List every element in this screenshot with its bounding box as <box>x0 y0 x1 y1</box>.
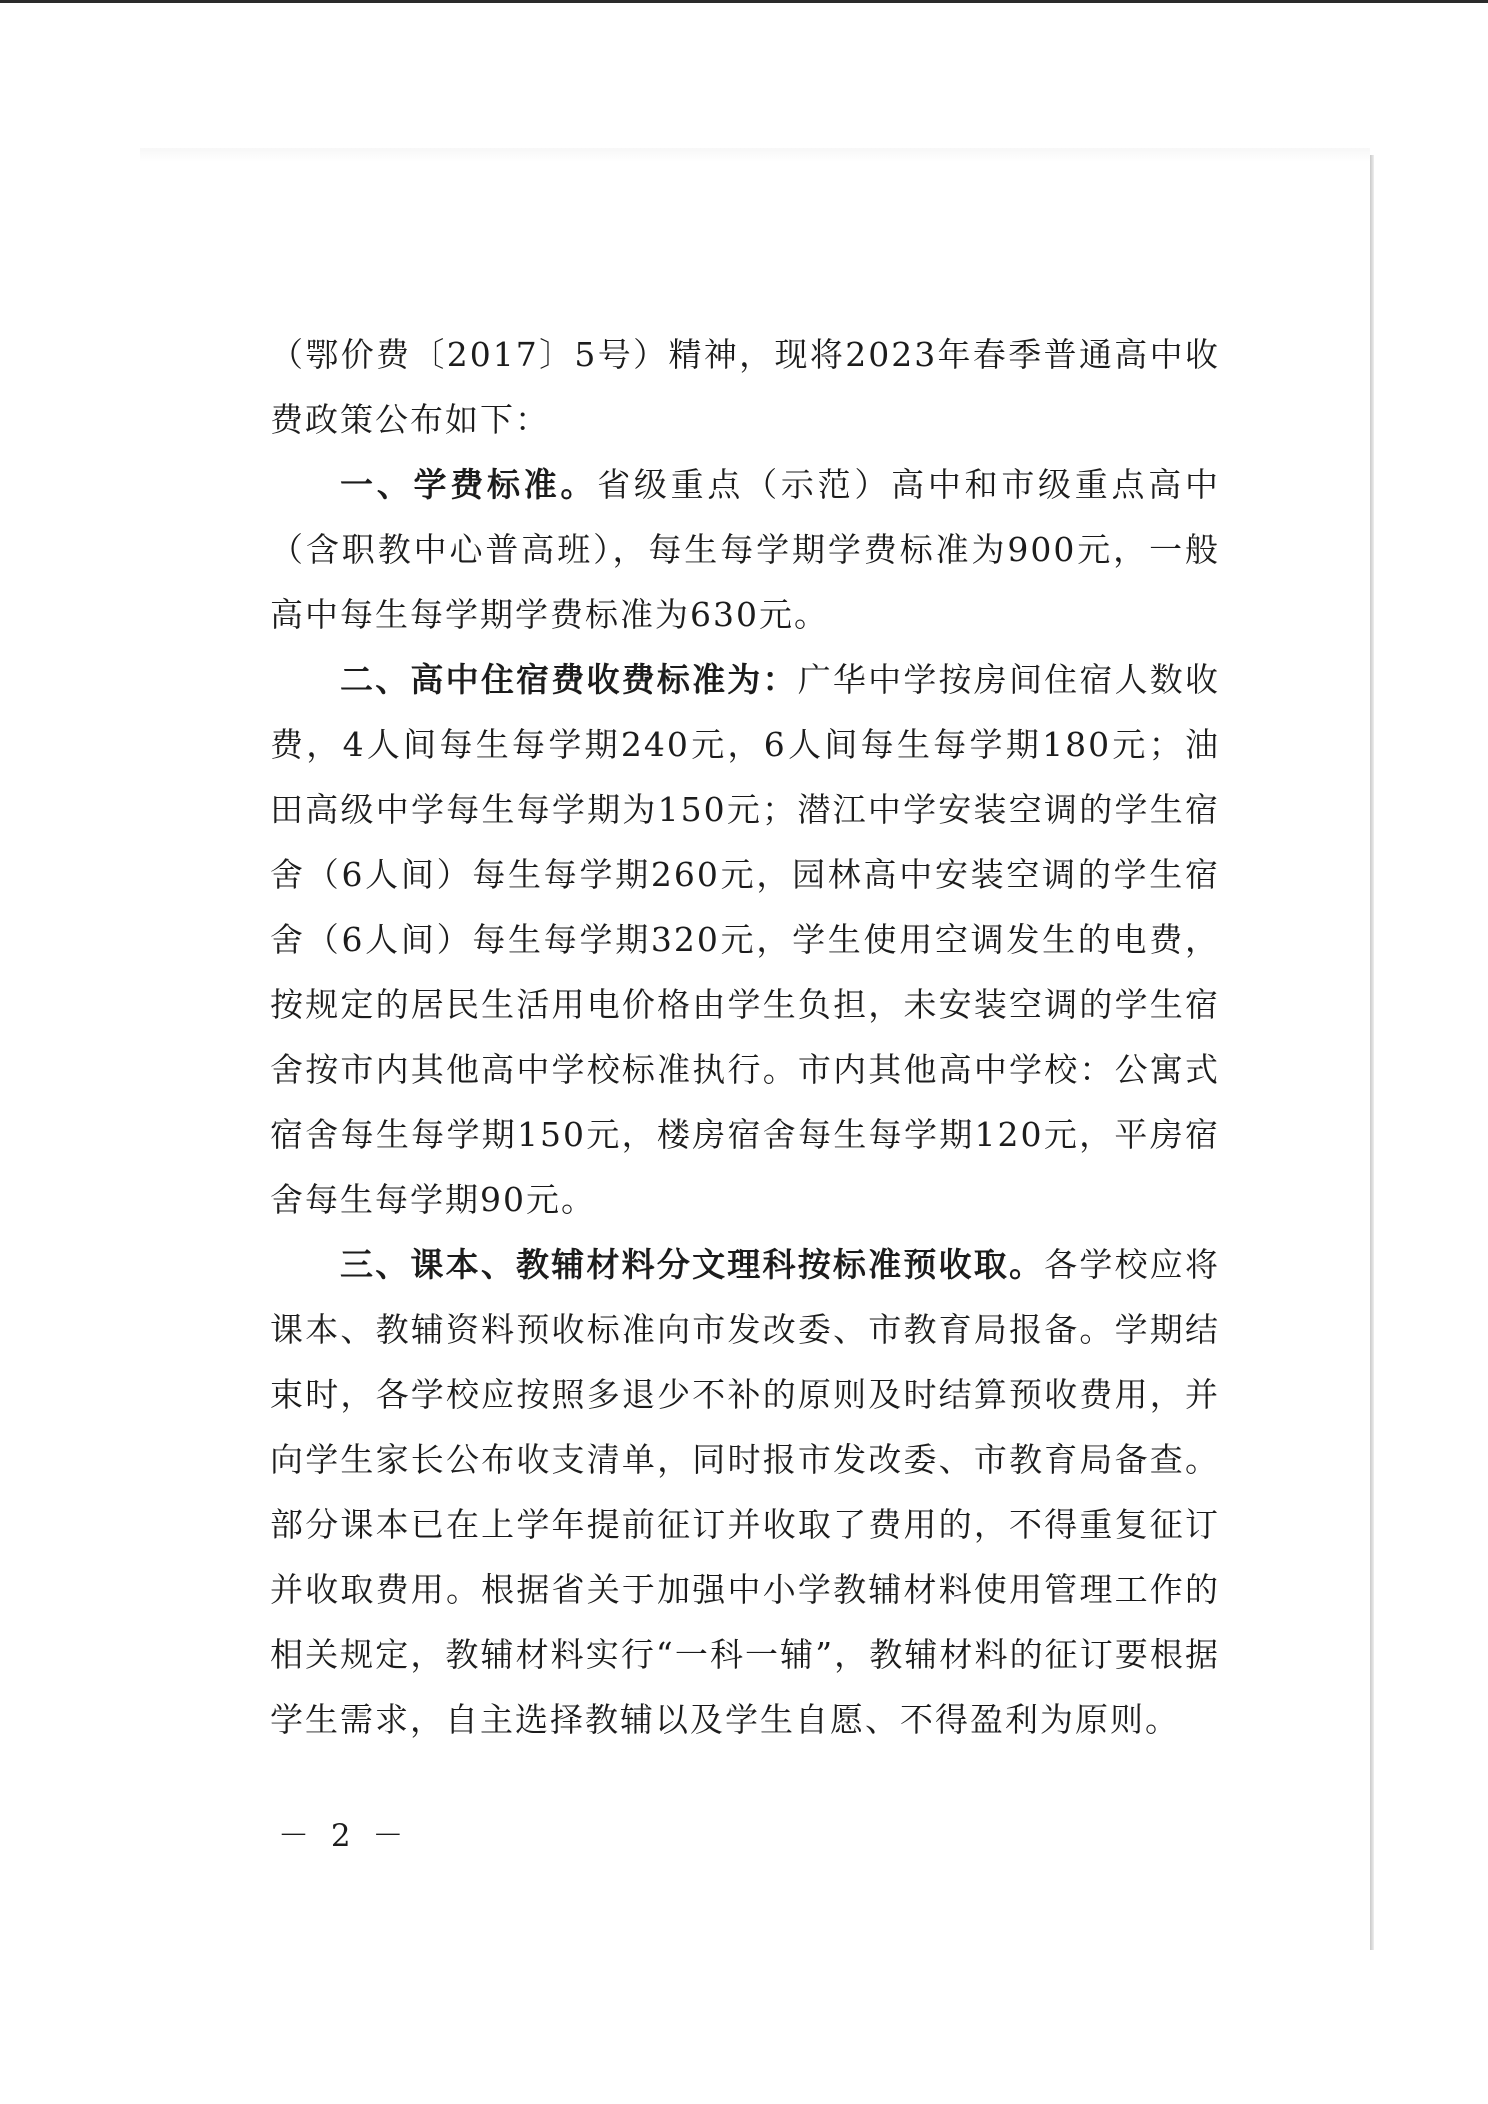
paragraph-textbooks <box>270 1232 1220 1752</box>
scan-shadow-top <box>140 148 1370 162</box>
paragraph-textbooks-text: 各学校应将课本、教辅资料预收标准向市发改委、市教育局报备。学期结束时，各学校应按照多退少不补的原则及时结算预收费用，并向学生家长公布收支清单，同时报市发改委、市教育局备查。部分课本已在上学年提前征订并收取了费用的，不得重复征订并收取费用。根据省关于加强中小学教辅材料使用管理工作的相关规定，教辅材料实行“一科一辅”，教辅材料的征订要根据学生需求，自主选择教辅以及学生自愿、不得盈利为原则。 <box>270 1245 1221 1739</box>
paragraph-intro-text: （鄂价费〔2017〕5号）精神，现将2023年春季普通高中收费政策公布如下： <box>270 335 1220 439</box>
paragraph-accommodation-text: 广华中学按房间住宿人数收费，4人间每生每学期240元，6人间每生每学期180元；油田高级中学每生每学期为150元；潜江中学安装空调的学生宿舍（6人间）每生每学期260元，园林高中安装空调的学生宿舍（6人间）每生每学期320元，学生使用空调发生的电费，按规定的居民生活用电价格由学生负担，未安装空调的学生宿舍按市内其他高中学校标准执行。市内其他高中学校：公寓式宿舍每生每学期150元，楼房宿舍每生每学期120元，平房宿舍每生每学期90元。 <box>270 660 1221 1219</box>
page-number: － 2 － <box>278 1818 410 1854</box>
heading-tuition: 一、学费标准。 <box>340 465 598 504</box>
paragraph-accommodation <box>270 647 1220 1232</box>
paragraph-intro <box>270 322 1220 452</box>
heading-accommodation: 二、高中住宿费收费标准为： <box>340 660 798 699</box>
paragraph-tuition <box>270 452 1220 647</box>
scan-shadow-right <box>1370 155 1374 1950</box>
paragraph-tuition-text: 省级重点（示范）高中和市级重点高中（含职教中心普高班），每生每学期学费标准为900元，一般高中每生每学期学费标准为630元。 <box>270 465 1221 634</box>
document-body <box>270 322 1220 1752</box>
heading-textbooks: 三、课本、教辅材料分文理科按标准预收取。 <box>340 1245 1045 1284</box>
scan-top-edge <box>0 0 1488 3</box>
